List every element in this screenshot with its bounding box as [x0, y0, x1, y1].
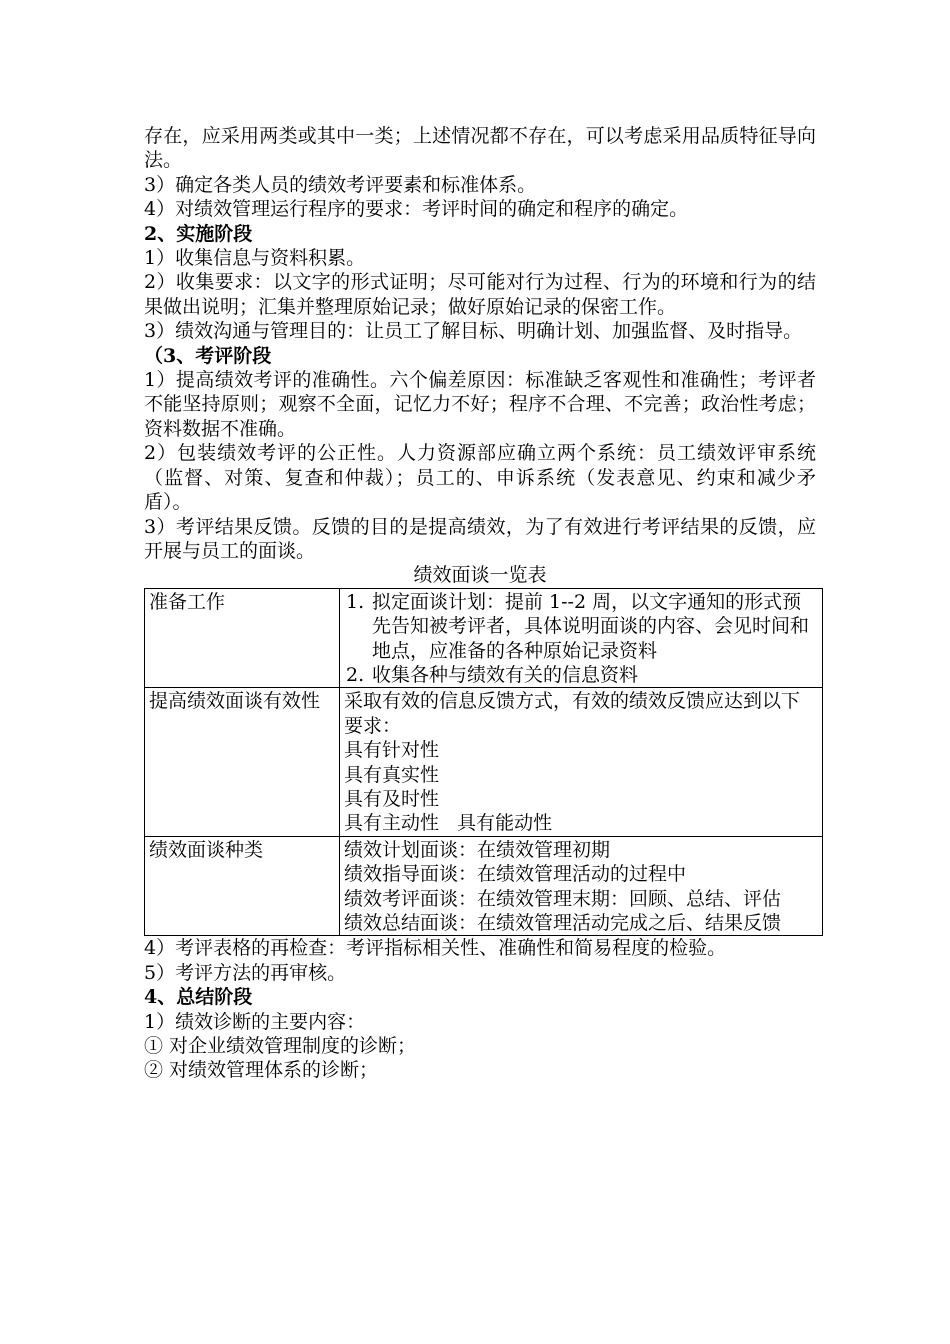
paragraph: 3）确定各类人员的绩效考评要素和标准体系。	[144, 173, 537, 196]
paragraph: 1）收集信息与资料积累。	[144, 247, 366, 270]
section-heading: 4、总结阶段	[144, 986, 253, 1009]
section-heading: （3、考评阶段	[144, 344, 272, 367]
paragraph: 2）收集要求：以文字的形式证明；尽可能对行为过程、行为的环境和行为的结果做出说明；汇集并整理原始记录；做好原始记录的保密工作。	[144, 271, 816, 318]
cell-line: 具有针对性	[344, 739, 440, 762]
row-content	[340, 588, 823, 688]
cell-line: 采取有效的信息反馈方式，有效的绩效反馈应达到以下要求：	[344, 690, 801, 737]
list-item	[344, 590, 818, 663]
table-row	[145, 588, 823, 688]
row-content	[340, 688, 823, 836]
row-label: 绩效面谈种类	[145, 836, 340, 936]
section-before-table	[144, 124, 816, 563]
paragraph: 2）包装绩效考评的公正性。人力资源部应确立两个系统：员工绩效评审系统（监督、对策、复查和仲裁）；员工的、申诉系统（发表意见、约束和减少矛盾）。	[144, 442, 816, 514]
paragraph: 4）对绩效管理运行程序的要求：考评时间的确定和程序的确定。	[144, 198, 689, 221]
paragraph: 1）绩效诊断的主要内容：	[144, 1010, 366, 1033]
section-heading: 2、实施阶段	[144, 222, 253, 245]
table-row	[145, 688, 823, 836]
row-content	[340, 836, 823, 936]
table-caption: 绩效面谈一览表	[413, 564, 547, 587]
interview-table	[144, 588, 823, 937]
list-number: 1.	[346, 590, 365, 613]
list-number: 2.	[346, 663, 365, 686]
row-label: 准备工作	[145, 588, 340, 688]
list-text: 收集各种与绩效有关的信息资料	[372, 663, 639, 686]
paragraph: 3）绩效沟通与管理目的：让员工了解目标、明确计划、加强监督、及时指导。	[144, 320, 803, 343]
paragraph: ① 对企业绩效管理制度的诊断；	[144, 1035, 417, 1058]
cell-line: 绩效指导面谈：在绩效管理活动的过程中	[344, 863, 687, 886]
cell-line: 具有及时性	[344, 787, 440, 810]
paragraph: 3）考评结果反馈。反馈的目的是提高绩效，为了有效进行考评结果的反馈，应开展与员工的面谈。	[144, 515, 816, 562]
paragraph: 4）考评表格的再检查：考评指标相关性、准确性和简易程度的检验。	[144, 937, 727, 960]
cell-line: 绩效总结面谈：在绩效管理活动完成之后、结果反馈	[344, 912, 782, 934]
paragraph: 存在，应采用两类或其中一类；上述情况都不存在，可以考虑采用品质特征导向法。	[144, 125, 816, 172]
cell-line: 绩效考评面谈：在绩效管理末期：回顾、总结、评估	[344, 887, 782, 910]
paragraph: 1）提高绩效考评的准确性。六个偏差原因：标准缺乏客观性和准确性；考评者不能坚持原则；观察不全面，记忆力不好；程序不合理、不完善；政治性考虑；资料数据不准确。	[144, 369, 816, 440]
document-page	[144, 124, 816, 1083]
list-item	[344, 663, 818, 687]
row-label: 提高绩效面谈有效性	[145, 688, 340, 836]
cell-line: 绩效计划面谈：在绩效管理初期	[344, 838, 611, 861]
paragraph: 5）考评方法的再审核。	[144, 961, 347, 984]
table-row	[145, 836, 823, 936]
paragraph: ② 对绩效管理体系的诊断；	[144, 1059, 379, 1082]
section-after-table	[144, 936, 816, 1082]
list-text: 拟定面谈计划：提前 1--2 周，以文字通知的形式预先告知被考评者，具体说明面谈的内容、会见时间和地点，应准备的各种原始记录资料	[372, 590, 810, 662]
cell-line: 具有主动性 具有能动性	[344, 812, 553, 835]
cell-line: 具有真实性	[344, 763, 440, 786]
